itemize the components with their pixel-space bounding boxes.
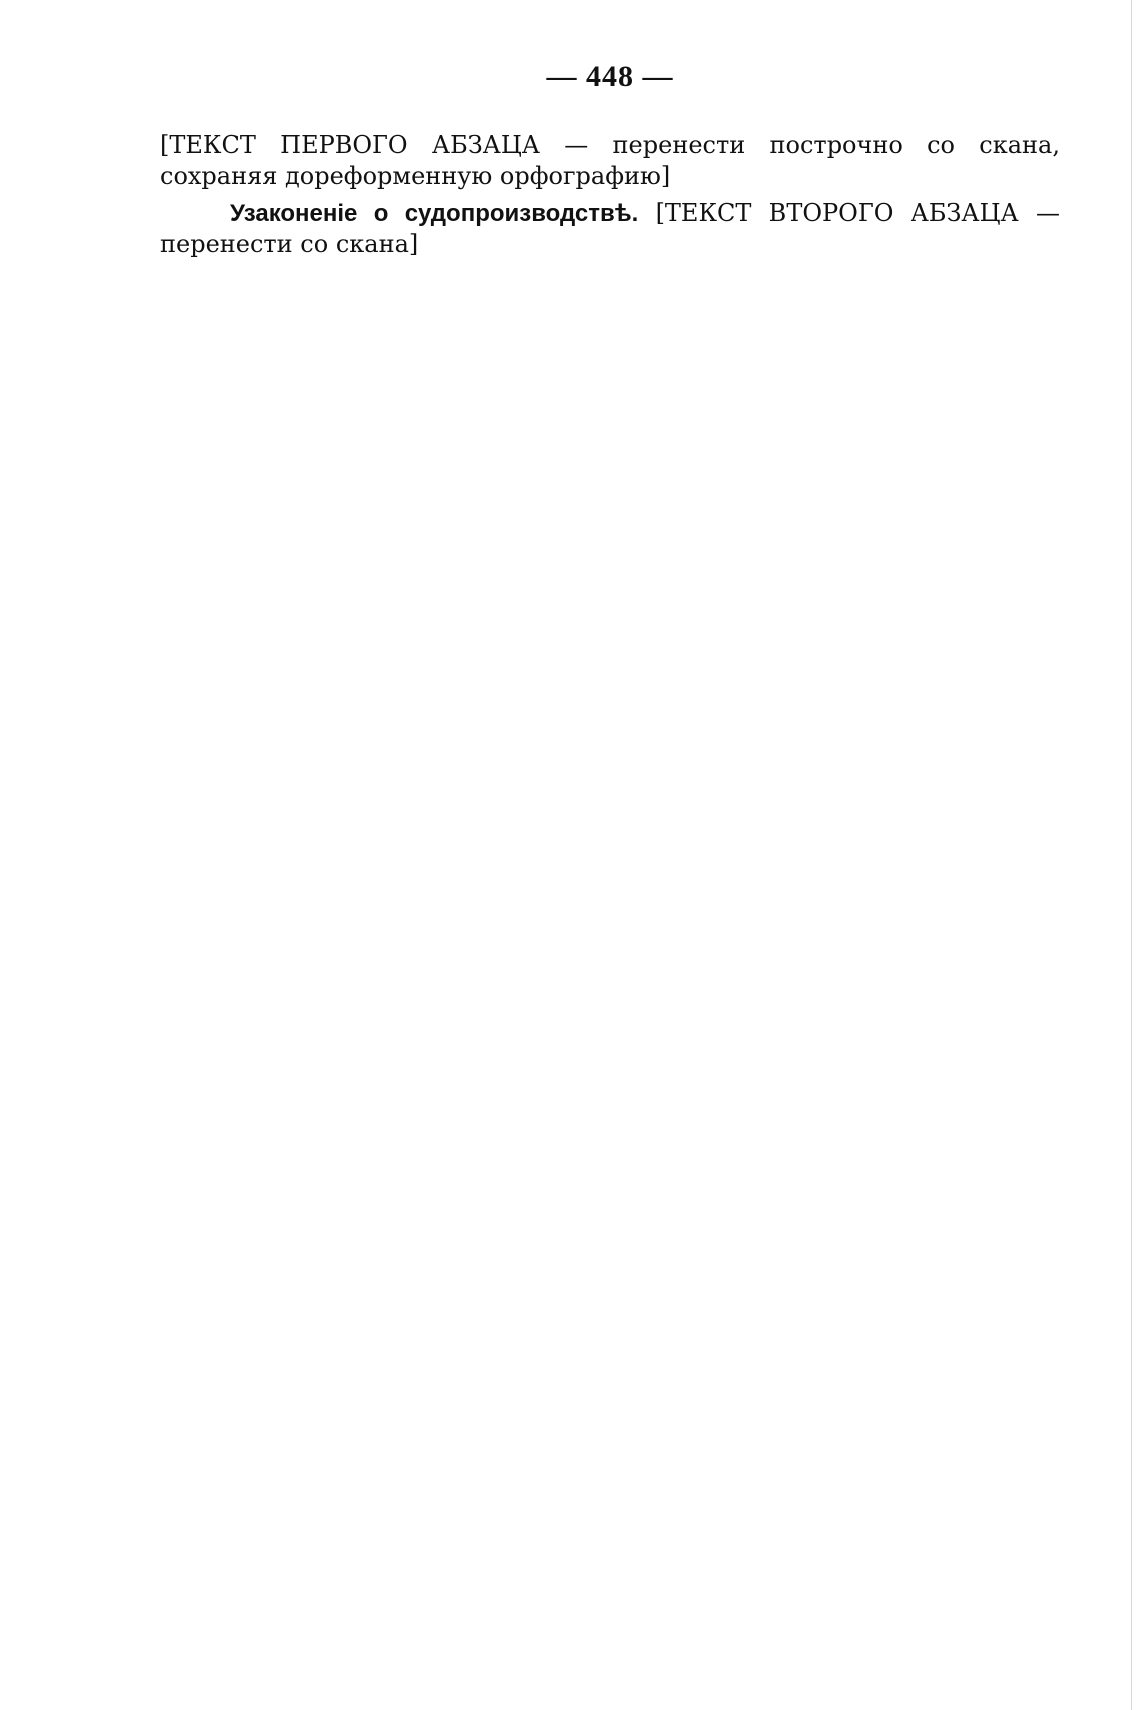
paragraph-2 bbox=[160, 198, 1060, 260]
page-edge-rule bbox=[1131, 0, 1132, 1710]
page-number: — 448 — bbox=[546, 60, 674, 93]
paragraph-1 bbox=[160, 130, 1060, 192]
paragraph-1-text: [ТЕКСТ ПЕРВОГО АБЗАЦА — перенести построчно со скана, сохраняя дореформенную орфографию] bbox=[160, 131, 1060, 190]
paragraph-2-text: [ТЕКСТ ВТОРОГО АБЗАЦА — перенести со скана] bbox=[160, 199, 1060, 258]
paragraph-2-lead: Узаконеніе о судопроизводствѣ. bbox=[230, 200, 639, 227]
document-page bbox=[160, 60, 1060, 1660]
